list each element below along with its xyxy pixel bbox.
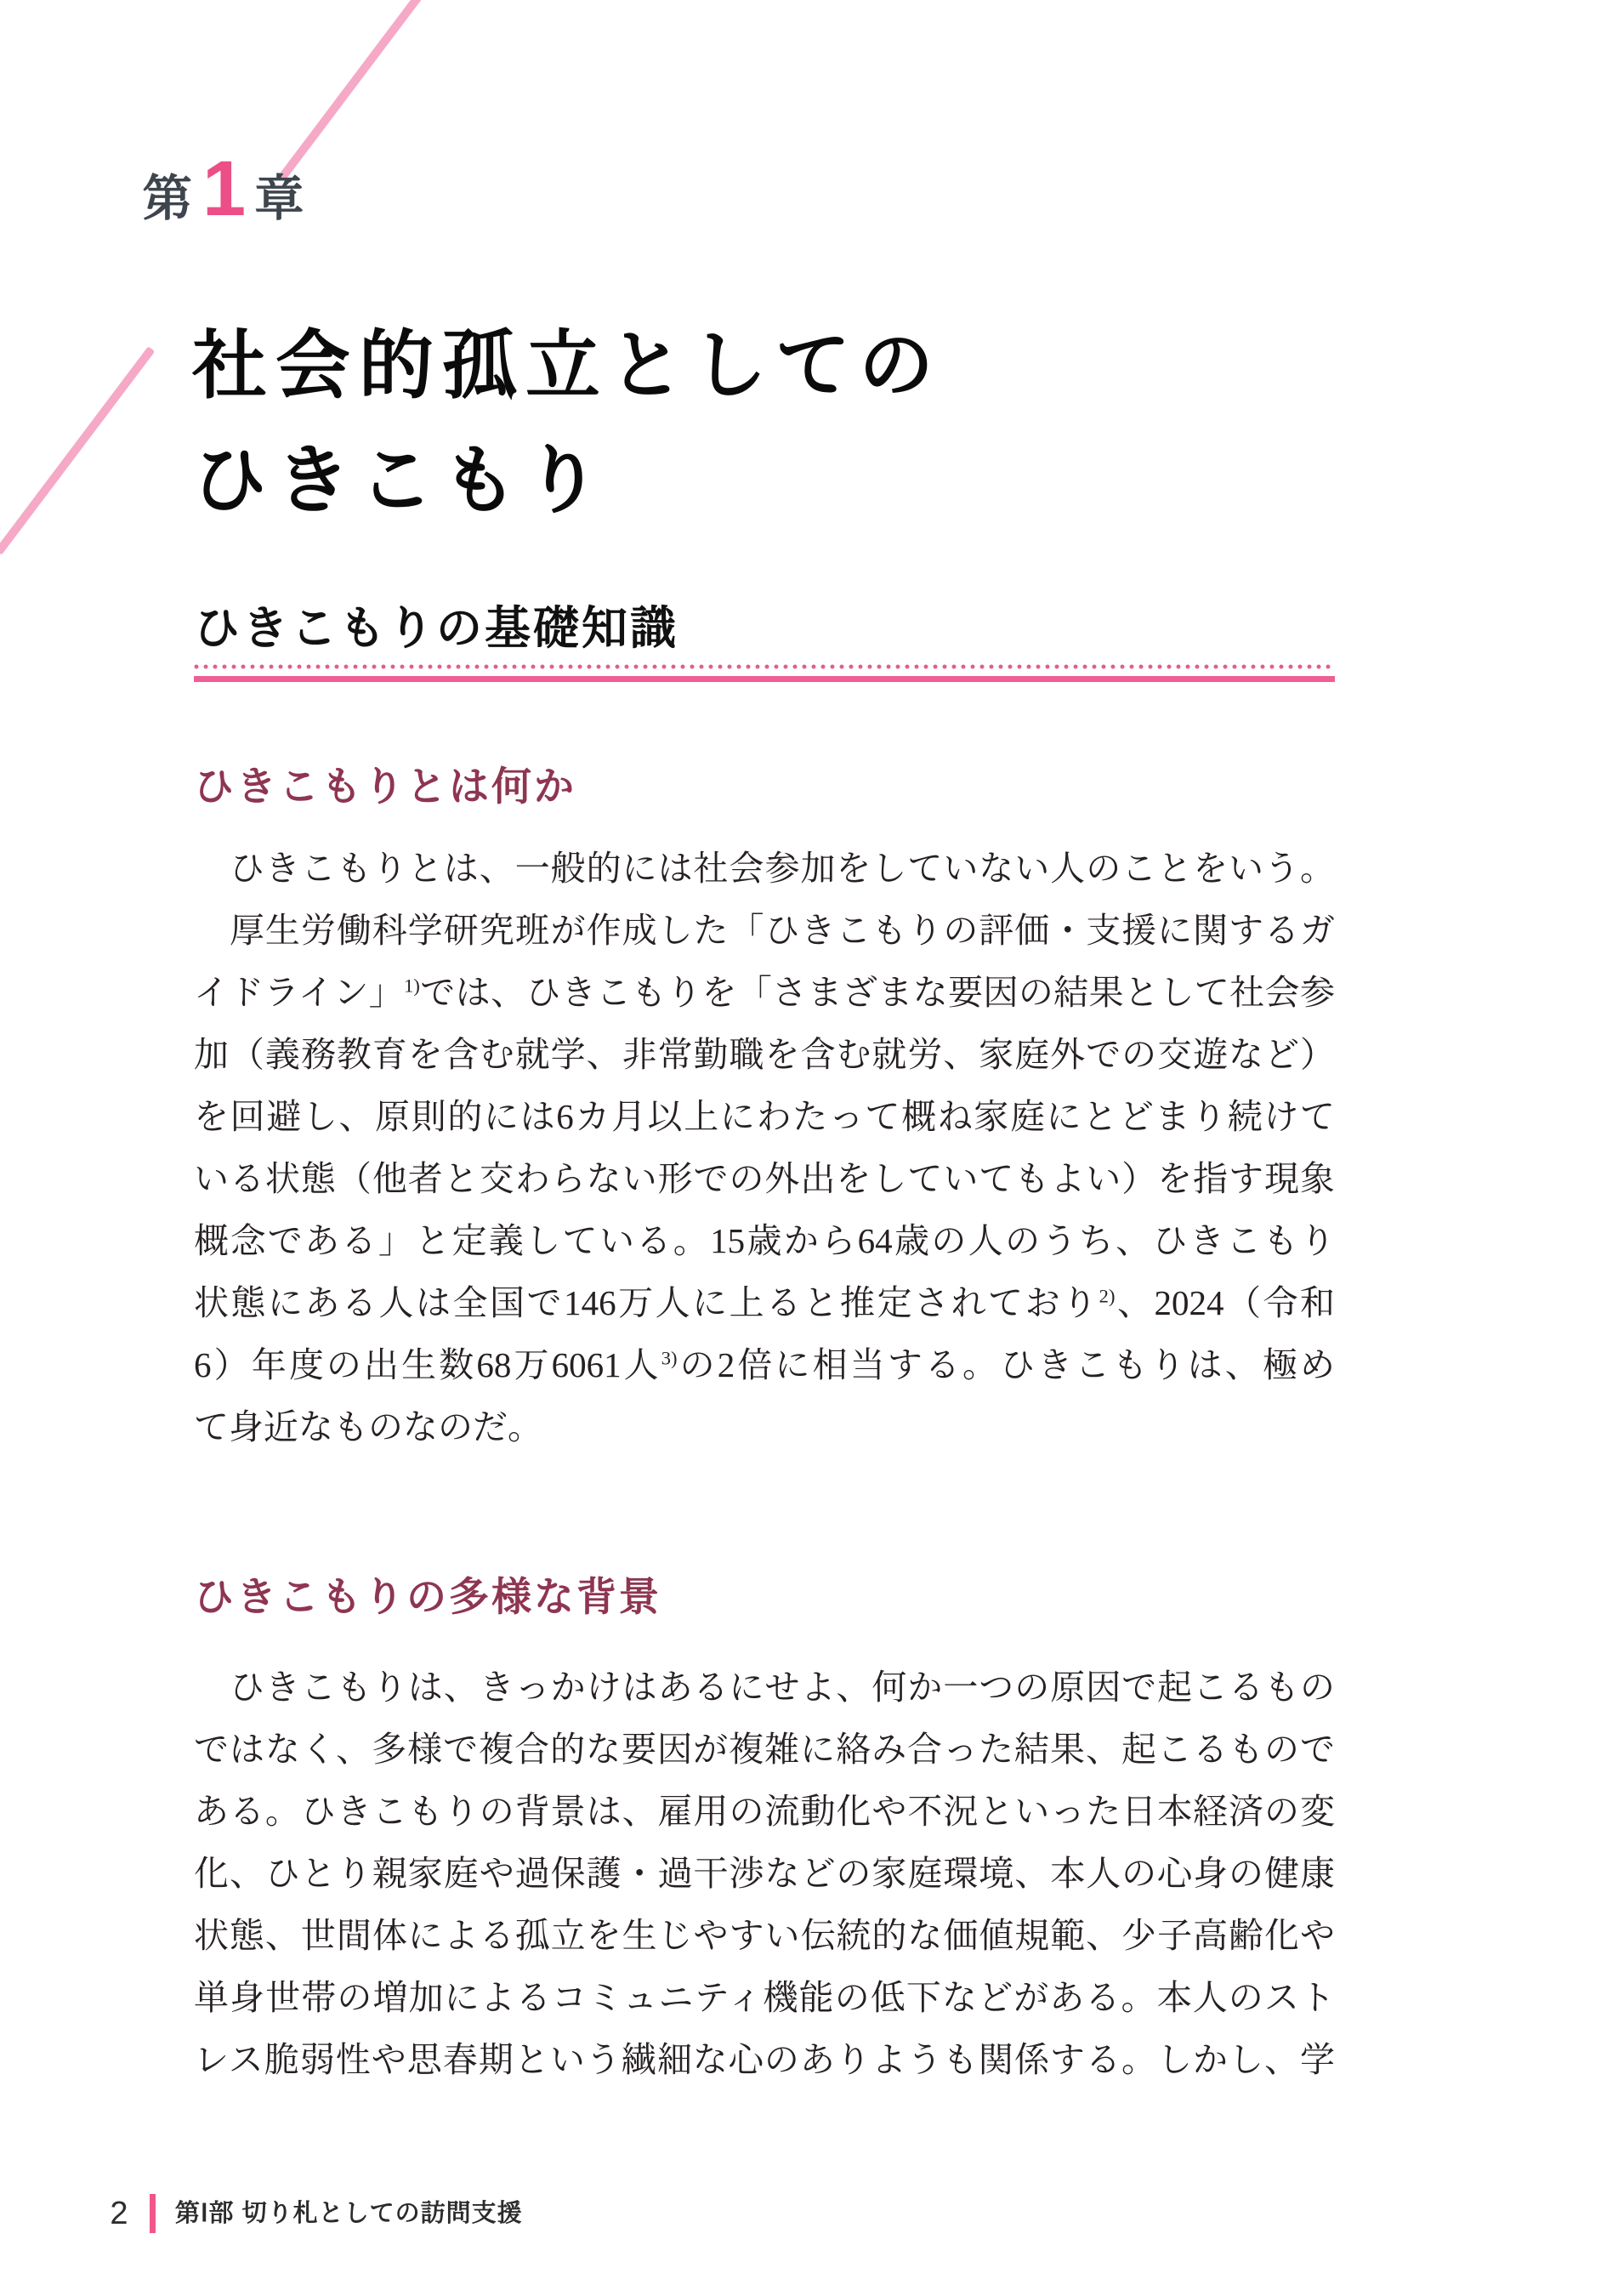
footer-divider-bar — [150, 2194, 156, 2233]
body-line: 状態、世間体による孤立を生じやすい伝統的な価値規範、少子高齢化や — [194, 1916, 1335, 1955]
body-line: ではなく、多様で複合的な要因が複雑に絡み合った結果、起こるもので — [194, 1730, 1335, 1769]
body-text: 、2024（令和 — [1115, 1283, 1336, 1322]
body-text: では、ひきこもりを「さまざまな要因の結果として社会参 — [419, 973, 1335, 1012]
body-line: ひきこもりとは、一般的には社会参加をしていない人のことをいう。 — [194, 849, 1335, 888]
decorative-diagonal-line-left — [0, 346, 155, 555]
page-number: 2 — [110, 2196, 128, 2231]
chapter-number: 1 — [202, 145, 247, 232]
section-rule-dotted — [194, 664, 1335, 669]
body-line: ひきこもりは、きっかけはあるにせよ、何か一つの原因で起こるもの — [194, 1668, 1335, 1707]
body-line: 概念である」と定義している。15歳から64歳の人のうち、ひきこもり — [194, 1221, 1335, 1260]
body-line — [194, 1272, 1335, 1334]
subsection-heading-1: ひきこもりとは何か — [194, 764, 576, 809]
body-line: ある。ひきこもりの背景は、雇用の流動化や不況といった日本経済の変 — [194, 1792, 1335, 1831]
chapter-title-line2: ひきこもり — [192, 438, 610, 522]
chapter-title-line1: 社会的孤立としての — [192, 323, 943, 407]
body-text: 6）年度の出生数68万6061人 — [194, 1345, 661, 1384]
footnote-ref-1: 1) — [404, 975, 420, 997]
chapter-title — [192, 308, 1382, 537]
body-line: 加（義務教育を含む就学、非常勤職を含む就労、家庭外での交遊など） — [194, 1035, 1335, 1074]
body-line: を回避し、原則的には6カ月以上にわたって概ね家庭にとどまり続けて — [194, 1097, 1335, 1136]
footnote-ref-3: 3) — [661, 1347, 678, 1369]
page-footer — [0, 2194, 1618, 2233]
body-line: いる状態（他者と交わらない形での外出をしていてもよい）を指す現象 — [194, 1159, 1335, 1198]
body-text: 状態にある人は全国で146万人に上ると推定されており — [194, 1283, 1099, 1322]
body-line: 厚生労働科学研究班が作成した「ひきこもりの評価・支援に関するガ — [194, 911, 1335, 950]
body-line: 化、ひとり親家庭や過保護・過干渉などの家庭環境、本人の心身の健康 — [194, 1854, 1335, 1893]
running-title: 第Ⅰ部 切り札としての訪問支援 — [175, 2200, 523, 2227]
paragraph-1 — [194, 838, 1335, 1458]
footnote-ref-2: 2) — [1099, 1285, 1116, 1307]
chapter-label — [143, 145, 306, 232]
section-heading: ひきこもりの基礎知識 — [194, 603, 678, 654]
body-text: の2倍に相当する。ひきこもりは、極め — [677, 1345, 1335, 1384]
body-line — [194, 1334, 1335, 1396]
body-text: イドライン」 — [194, 973, 405, 1012]
body-line: レス脆弱性や思春期という繊細な心のありようも関係する。しかし、学 — [194, 2040, 1335, 2079]
paragraph-2 — [194, 1657, 1335, 2091]
section-rule-solid — [194, 676, 1335, 682]
body-line — [194, 962, 1335, 1024]
body-line: 単身世帯の増加によるコミュニティ機能の低下などがある。本人のスト — [194, 1978, 1335, 2017]
body-line: て身近なものなのだ。 — [194, 1407, 542, 1446]
chapter-suffix: 章 — [254, 171, 306, 226]
subsection-heading-2: ひきこもりの多様な背景 — [194, 1574, 661, 1619]
chapter-prefix: 第 — [143, 171, 195, 226]
